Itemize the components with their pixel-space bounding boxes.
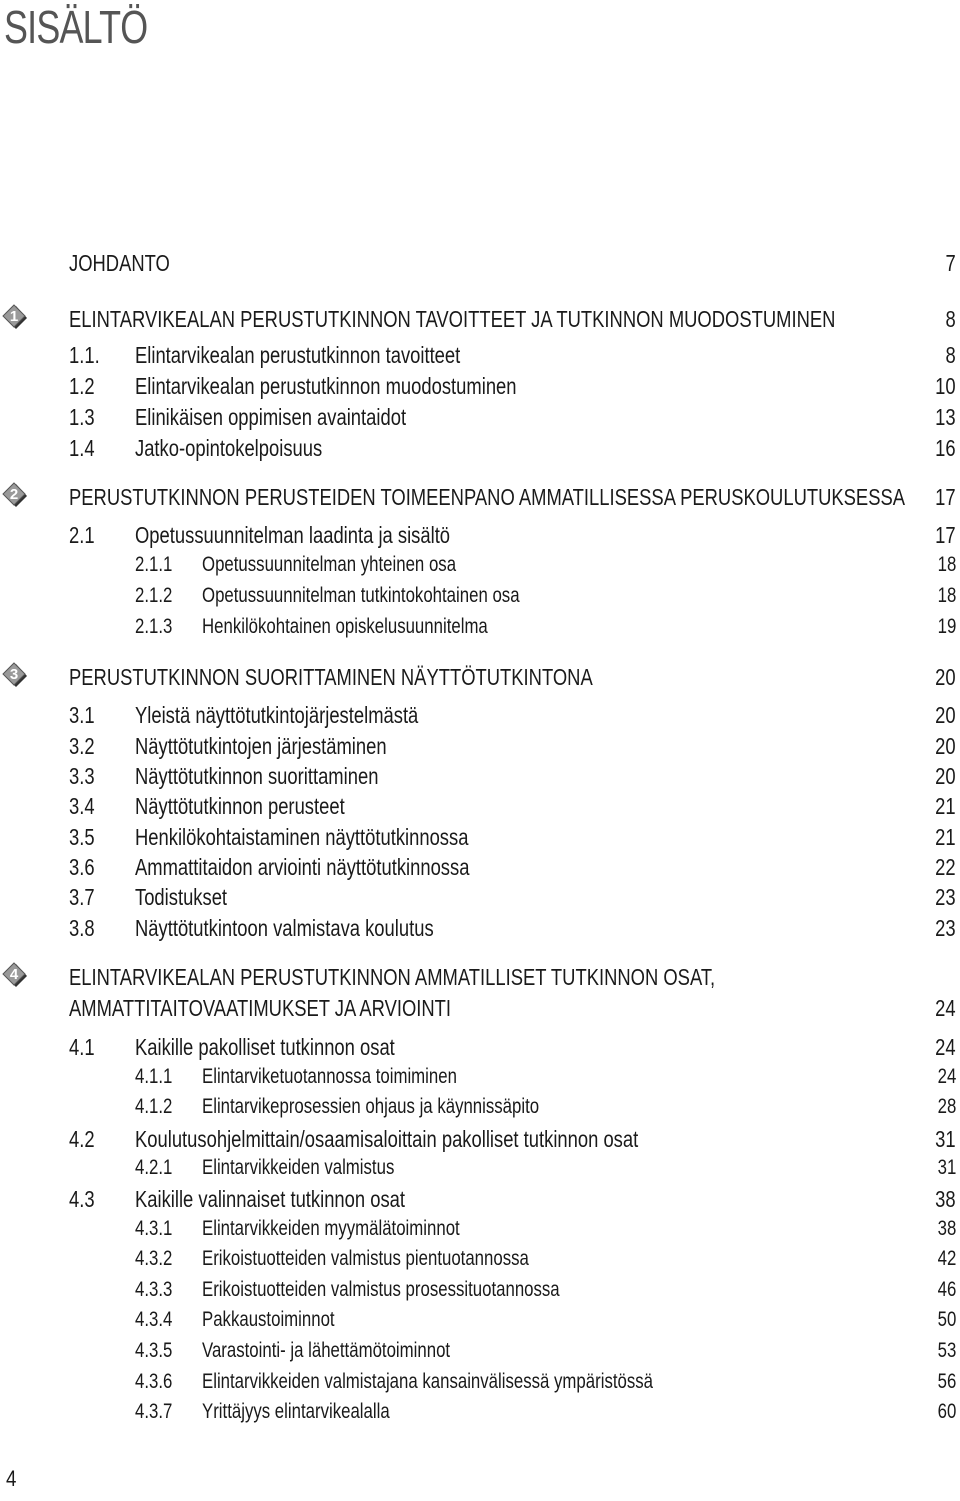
toc-entry-number: 4.1.2 bbox=[135, 1095, 173, 1118]
toc-entry-number: 2.1 bbox=[69, 522, 95, 548]
toc-entry-label: Ammattitaidon arviointi näyttötutkinnossa bbox=[135, 854, 470, 880]
toc-entry-number: 3.1 bbox=[69, 702, 95, 728]
toc-section-heading bbox=[0, 250, 960, 278]
toc-entry-label: Yrittäjyys elintarvikealalla bbox=[202, 1400, 390, 1423]
toc-entry-page: 18 bbox=[937, 584, 956, 607]
toc-entry-number: 3.4 bbox=[69, 793, 95, 819]
toc-entry-label: Varastointi- ja lähettämötoiminnot bbox=[202, 1339, 451, 1362]
toc-entry-page: 24 bbox=[937, 1065, 956, 1088]
chapter-badge-number: 2 bbox=[9, 486, 19, 503]
chapter-badge-icon bbox=[2, 962, 28, 988]
toc-entry-label: PERUSTUTKINNON PERUSTEIDEN TOIMEENPANO AMMATILLISESSA PERUSKOULUTUKSESSA bbox=[69, 484, 906, 510]
toc-entry-number: 4.2.1 bbox=[135, 1156, 173, 1179]
toc-entry-label: Elintarvikealan perustutkinnon tavoitteet bbox=[135, 342, 461, 368]
toc-entry-label: AMMATTITAITOVAATIMUKSET JA ARVIOINTI bbox=[69, 995, 452, 1021]
chapter-badge-icon bbox=[2, 482, 28, 508]
toc-subentry bbox=[0, 615, 960, 643]
toc-entry-page: 17 bbox=[935, 484, 956, 510]
toc-entry-label: Opetussuunnitelman yhteinen osa bbox=[202, 553, 457, 576]
toc-entry-page: 10 bbox=[935, 373, 956, 399]
toc-entry-label: Näyttötutkintojen järjestäminen bbox=[135, 733, 387, 759]
toc-entry-page: 38 bbox=[937, 1217, 956, 1240]
toc-entry-number: 1.3 bbox=[69, 404, 95, 430]
toc-entry-number: 4.1 bbox=[69, 1034, 95, 1060]
toc-subentry bbox=[0, 1065, 960, 1093]
toc-entry-number: 4.3 bbox=[69, 1186, 95, 1212]
toc-entry-page: 20 bbox=[935, 702, 956, 728]
toc-entry-number: 4.3.4 bbox=[135, 1308, 173, 1331]
toc-entry-page: 22 bbox=[935, 854, 956, 880]
toc-entry bbox=[0, 763, 960, 791]
toc-entry-number: 4.3.6 bbox=[135, 1370, 173, 1393]
toc-entry bbox=[0, 373, 960, 401]
toc-subentry bbox=[0, 1095, 960, 1123]
toc-entry-label: ELINTARVIKEALAN PERUSTUTKINNON AMMATILLISET TUTKINNON OSAT, bbox=[69, 964, 716, 990]
toc-entry-page: 23 bbox=[935, 915, 956, 941]
toc-subentry bbox=[0, 1308, 960, 1336]
toc-entry-page: 23 bbox=[935, 884, 956, 910]
chapter-badge-number: 3 bbox=[9, 666, 19, 683]
toc-section-heading bbox=[0, 484, 960, 512]
toc-entry-page: 20 bbox=[935, 664, 956, 690]
toc-entry-label: Näyttötutkintoon valmistava koulutus bbox=[135, 915, 434, 941]
toc-entry-number: 3.3 bbox=[69, 763, 95, 789]
toc-subentry bbox=[0, 1217, 960, 1245]
chapter-badge-icon bbox=[2, 662, 28, 688]
toc-section-heading bbox=[0, 995, 960, 1023]
toc-entry-page: 16 bbox=[935, 435, 956, 461]
toc-entry-label: JOHDANTO bbox=[69, 250, 170, 276]
toc-subentry bbox=[0, 1339, 960, 1367]
toc-entry-label: Kaikille valinnaiset tutkinnon osat bbox=[135, 1186, 406, 1212]
toc-entry-label: Opetussuunnitelman tutkintokohtainen osa bbox=[202, 584, 520, 607]
toc-entry-page: 20 bbox=[935, 763, 956, 789]
toc-entry-number: 4.3.1 bbox=[135, 1217, 173, 1240]
toc-entry-number: 1.1. bbox=[69, 342, 100, 368]
toc-entry-page: 17 bbox=[935, 522, 956, 548]
toc-section-heading bbox=[0, 306, 960, 334]
toc-entry-page: 31 bbox=[935, 1126, 956, 1152]
toc-entry-page: 20 bbox=[935, 733, 956, 759]
toc-entry-label: Yleistä näyttötutkintojärjestelmästä bbox=[135, 702, 419, 728]
toc-entry-page: 31 bbox=[937, 1156, 956, 1179]
toc-subentry bbox=[0, 1370, 960, 1398]
toc-entry-label: Erikoistuotteiden valmistus pientuotannossa bbox=[202, 1247, 529, 1270]
toc-entry bbox=[0, 824, 960, 852]
toc-entry-label: Todistukset bbox=[135, 884, 228, 910]
toc-entry bbox=[0, 435, 960, 463]
toc-entry-page: 19 bbox=[937, 615, 956, 638]
toc-entry-label: Opetussuunnitelman laadinta ja sisältö bbox=[135, 522, 451, 548]
toc-entry-page: 53 bbox=[937, 1339, 956, 1362]
toc-entry-page: 50 bbox=[937, 1308, 956, 1331]
toc-subentry bbox=[0, 553, 960, 581]
toc-entry-label: Elintarvikeprosessien ohjaus ja käynnissäpito bbox=[202, 1095, 540, 1118]
toc-subentry bbox=[0, 1400, 960, 1428]
toc-subentry bbox=[0, 1156, 960, 1184]
toc-entry bbox=[0, 854, 960, 882]
toc-entry bbox=[0, 1034, 960, 1062]
toc-entry-label: Koulutusohjelmittain/osaamisaloittain pakolliset tutkinnon osat bbox=[135, 1126, 639, 1152]
toc-entry-number: 1.2 bbox=[69, 373, 95, 399]
toc-section-heading bbox=[0, 664, 960, 692]
toc-entry-number: 4.3.7 bbox=[135, 1400, 173, 1423]
toc-entry bbox=[0, 1126, 960, 1154]
toc-entry-number: 3.7 bbox=[69, 884, 95, 910]
toc-entry bbox=[0, 884, 960, 912]
toc-entry-page: 21 bbox=[935, 793, 956, 819]
toc-entry bbox=[0, 522, 960, 550]
toc-entry-label: Elintarvikkeiden myymälätoiminnot bbox=[202, 1217, 460, 1240]
toc-entry-number: 3.8 bbox=[69, 915, 95, 941]
toc-entry-number: 4.3.5 bbox=[135, 1339, 173, 1362]
toc-entry-number: 4.3.3 bbox=[135, 1278, 173, 1301]
toc-entry-number: 1.4 bbox=[69, 435, 95, 461]
toc-entry-label: Jatko-opintokelpoisuus bbox=[135, 435, 323, 461]
toc-entry-number: 3.5 bbox=[69, 824, 95, 850]
toc-entry-page: 13 bbox=[935, 404, 956, 430]
toc-entry-page: 56 bbox=[937, 1370, 956, 1393]
toc-entry bbox=[0, 702, 960, 730]
toc-entry-label: Elinikäisen oppimisen avaintaidot bbox=[135, 404, 407, 430]
toc-entry-label: Elintarvikkeiden valmistajana kansainvälisessä ympäristössä bbox=[202, 1370, 653, 1393]
toc-subentry bbox=[0, 1278, 960, 1306]
page-title: SISÄLTÖ bbox=[4, 1, 148, 53]
page-number: 4 bbox=[6, 1466, 17, 1491]
toc-entry-label: Näyttötutkinnon suorittaminen bbox=[135, 763, 379, 789]
toc-entry-page: 28 bbox=[937, 1095, 956, 1118]
toc-entry bbox=[0, 342, 960, 370]
toc-section-heading bbox=[0, 964, 960, 992]
chapter-badge-number: 1 bbox=[9, 308, 19, 325]
toc-entry-page: 42 bbox=[937, 1247, 956, 1270]
toc-entry-page: 8 bbox=[945, 342, 956, 368]
toc-entry-page: 7 bbox=[945, 250, 956, 276]
toc-entry-label: Elintarviketuotannossa toimiminen bbox=[202, 1065, 457, 1088]
toc-entry bbox=[0, 793, 960, 821]
toc-entry-label: Näyttötutkinnon perusteet bbox=[135, 793, 345, 819]
toc-entry-number: 4.1.1 bbox=[135, 1065, 173, 1088]
toc-entry-label: Elintarvikealan perustutkinnon muodostuminen bbox=[135, 373, 517, 399]
toc-entry-number: 4.2 bbox=[69, 1126, 95, 1152]
toc-entry-label: ELINTARVIKEALAN PERUSTUTKINNON TAVOITTEET JA TUTKINNON MUODOSTUMINEN bbox=[69, 306, 836, 332]
toc-entry-page: 21 bbox=[935, 824, 956, 850]
chapter-badge-number: 4 bbox=[9, 966, 19, 983]
toc-entry-number: 3.6 bbox=[69, 854, 95, 880]
toc-entry-label: Pakkaustoiminnot bbox=[202, 1308, 335, 1331]
toc-entry-label: Elintarvikkeiden valmistus bbox=[202, 1156, 395, 1179]
toc-entry-page: 18 bbox=[937, 553, 956, 576]
toc-entry-number: 3.2 bbox=[69, 733, 95, 759]
toc-entry-label: Henkilökohtainen opiskelusuunnitelma bbox=[202, 615, 488, 638]
toc-entry-page: 24 bbox=[935, 995, 956, 1021]
toc-entry-page: 8 bbox=[945, 306, 956, 332]
toc-entry bbox=[0, 733, 960, 761]
toc-entry-label: Henkilökohtaistaminen näyttötutkinnossa bbox=[135, 824, 469, 850]
toc-entry-page: 60 bbox=[937, 1400, 956, 1423]
toc-entry-number: 2.1.1 bbox=[135, 553, 173, 576]
toc-entry-label: Kaikille pakolliset tutkinnon osat bbox=[135, 1034, 395, 1060]
toc-entry bbox=[0, 404, 960, 432]
toc-entry-page: 38 bbox=[935, 1186, 956, 1212]
toc-entry-label: PERUSTUTKINNON SUORITTAMINEN NÄYTTÖTUTKINTONA bbox=[69, 664, 593, 690]
toc-entry-page: 46 bbox=[937, 1278, 956, 1301]
chapter-badge-icon bbox=[2, 304, 28, 330]
toc-entry-number: 2.1.2 bbox=[135, 584, 173, 607]
toc-entry-number: 2.1.3 bbox=[135, 615, 173, 638]
toc-entry-page: 24 bbox=[935, 1034, 956, 1060]
toc-subentry bbox=[0, 584, 960, 612]
toc-entry-label: Erikoistuotteiden valmistus prosessituotannossa bbox=[202, 1278, 560, 1301]
toc-entry bbox=[0, 1186, 960, 1214]
toc-entry bbox=[0, 915, 960, 943]
toc-entry-number: 4.3.2 bbox=[135, 1247, 173, 1270]
toc-subentry bbox=[0, 1247, 960, 1275]
